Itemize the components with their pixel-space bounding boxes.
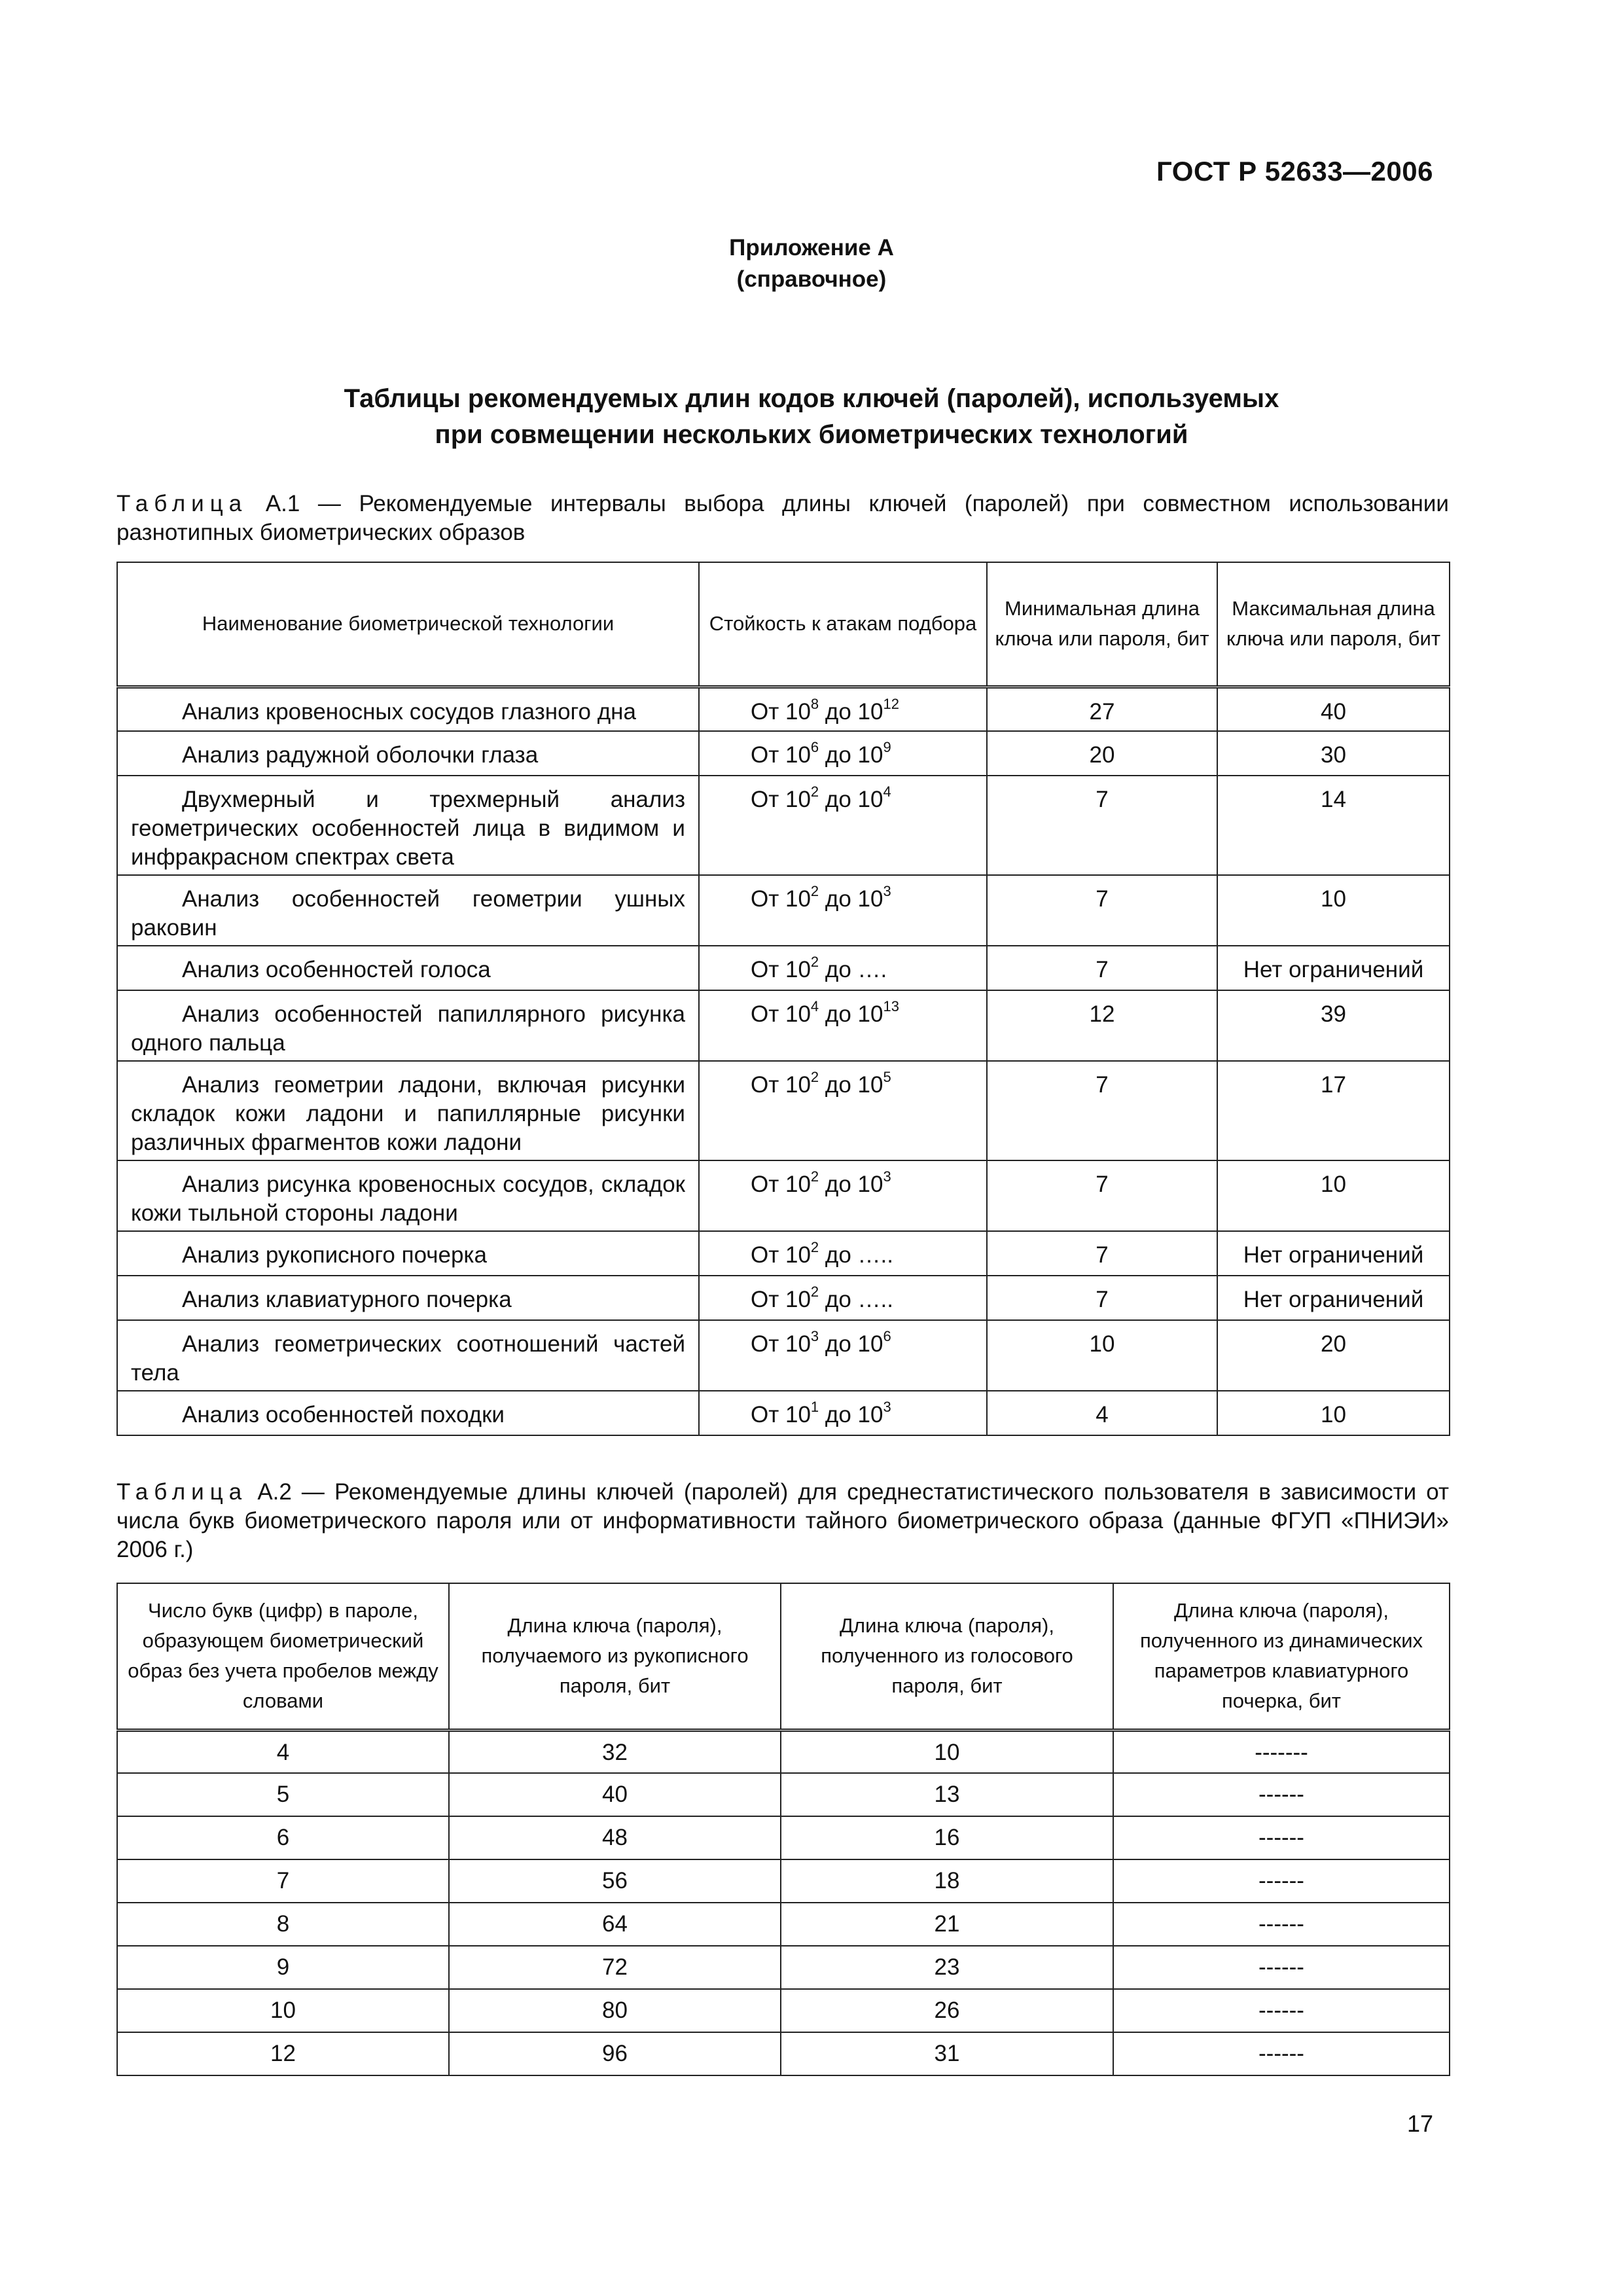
voice-key-length-cell: 26 (781, 1989, 1113, 2032)
table-row (117, 1061, 1450, 1160)
table-row (117, 1730, 1450, 1773)
handwritten-key-length-cell: 80 (449, 1989, 781, 2032)
resistance-cell (699, 1231, 987, 1276)
table-a2 (116, 1583, 1450, 2076)
technology-name-cell: Анализ кровеносных сосудов глазного дна (117, 687, 699, 731)
resistance-base: От 10 (751, 957, 811, 982)
min-length-cell: 4 (987, 1391, 1217, 1435)
handwritten-key-length-cell: 40 (449, 1773, 781, 1816)
resistance-exponent-from: 6 (810, 739, 819, 755)
table-a2-header-voice: Длина ключа (пароля), полученного из голосового пароля, бит (781, 1583, 1113, 1730)
table-row (117, 946, 1450, 990)
resistance-base: От 10 (751, 1072, 811, 1098)
table-a1-caption-text: А.1 — Рекомендуемые интервалы выбора длины ключей (паролей) при совместном использовании разнотипных биометрических образов (116, 491, 1449, 545)
table-row (117, 1391, 1450, 1435)
technology-name-cell: Анализ особенностей походки (117, 1391, 699, 1435)
resistance-exponent-from: 2 (810, 954, 819, 970)
resistance-exponent-to: 12 (883, 695, 899, 712)
resistance-exponent-from: 4 (810, 998, 819, 1014)
min-length-cell: 7 (987, 875, 1217, 946)
min-length-cell: 7 (987, 1231, 1217, 1276)
table-a2-header-keyboard: Длина ключа (пароля), полученного из динамических параметров клавиатурного почерка, бит (1113, 1583, 1450, 1730)
table-row (117, 776, 1450, 875)
max-length-cell: 10 (1217, 1391, 1450, 1435)
resistance-cell (699, 990, 987, 1061)
max-length-cell: 10 (1217, 1160, 1450, 1231)
max-length-cell: 14 (1217, 776, 1450, 875)
appendix-heading (0, 232, 1623, 295)
keyboard-key-length-cell: ------ (1113, 1903, 1450, 1946)
keyboard-key-length-cell: ------ (1113, 1859, 1450, 1903)
table-a1-header-resistance: Стойкость к атакам подбора (699, 562, 987, 687)
resistance-base: От 10 (751, 1402, 811, 1427)
table-row (117, 1231, 1450, 1276)
table-row (117, 1903, 1450, 1946)
max-length-cell: 40 (1217, 687, 1450, 731)
resistance-cell (699, 1160, 987, 1231)
resistance-range-to: до …. (819, 957, 887, 982)
resistance-range-to: до 10 (819, 1172, 883, 1197)
section-title-line-2: при совмещении нескольких биометрических технологий (435, 420, 1188, 449)
resistance-range-to: до ….. (819, 1287, 893, 1312)
min-length-cell: 7 (987, 1061, 1217, 1160)
voice-key-length-cell: 16 (781, 1816, 1113, 1859)
voice-key-length-cell: 10 (781, 1730, 1113, 1773)
resistance-exponent-from: 2 (810, 883, 819, 899)
table-a2-caption (116, 1478, 1449, 1564)
handwritten-key-length-cell: 64 (449, 1903, 781, 1946)
resistance-base: От 10 (751, 1172, 811, 1197)
technology-name-cell: Анализ радужной оболочки глаза (117, 731, 699, 776)
max-length-cell: 39 (1217, 990, 1450, 1061)
resistance-range-to: до ….. (819, 1242, 893, 1268)
section-title (0, 381, 1623, 453)
voice-key-length-cell: 13 (781, 1773, 1113, 1816)
min-length-cell: 7 (987, 946, 1217, 990)
resistance-cell (699, 1061, 987, 1160)
table-row (117, 990, 1450, 1061)
table-a2-header-letters: Число букв (цифр) в пароле, образующем биометрический образ без учета пробелов между словами (117, 1583, 449, 1730)
resistance-base: От 10 (751, 886, 811, 912)
technology-name-cell: Двухмерный и трехмерный анализ геометрических особенностей лица в видимом и инфракрасном спектрах света (117, 776, 699, 875)
voice-key-length-cell: 21 (781, 1903, 1113, 1946)
resistance-range-to: до 10 (819, 1331, 883, 1357)
table-row (117, 687, 1450, 731)
appendix-note: (справочное) (736, 266, 887, 292)
table-a1 (116, 562, 1450, 1436)
resistance-cell (699, 776, 987, 875)
table-a1-header-technology: Наименование биометрической технологии (117, 562, 699, 687)
min-length-cell: 7 (987, 776, 1217, 875)
min-length-cell: 7 (987, 1276, 1217, 1320)
technology-name-cell: Анализ особенностей папиллярного рисунка одного пальца (117, 990, 699, 1061)
resistance-cell (699, 1320, 987, 1391)
letters-count-cell: 8 (117, 1903, 449, 1946)
voice-key-length-cell: 18 (781, 1859, 1113, 1903)
resistance-exponent-from: 3 (810, 1328, 819, 1344)
table-row (117, 1160, 1450, 1231)
resistance-exponent-from: 8 (810, 695, 819, 712)
voice-key-length-cell: 31 (781, 2032, 1113, 2075)
table-row (117, 1276, 1450, 1320)
resistance-cell (699, 946, 987, 990)
max-length-cell: Нет ограничений (1217, 1231, 1450, 1276)
table-row (117, 1946, 1450, 1989)
table-row (117, 1859, 1450, 1903)
min-length-cell: 20 (987, 731, 1217, 776)
voice-key-length-cell: 23 (781, 1946, 1113, 1989)
min-length-cell: 10 (987, 1320, 1217, 1391)
table-row (117, 731, 1450, 776)
page-number: 17 (1406, 2110, 1433, 2137)
technology-name-cell: Анализ геометрии ладони, включая рисунки складок кожи ладони и папиллярные рисунки различных фрагментов кожи ладони (117, 1061, 699, 1160)
max-length-cell: 30 (1217, 731, 1450, 776)
table-a1-header-max-length: Максимальная длина ключа или пароля, бит (1217, 562, 1450, 687)
technology-name-cell: Анализ особенностей геометрии ушных раковин (117, 875, 699, 946)
table-a1-header-row (117, 562, 1450, 687)
table-row (117, 1989, 1450, 2032)
letters-count-cell: 4 (117, 1730, 449, 1773)
min-length-cell: 12 (987, 990, 1217, 1061)
resistance-range-to: до 10 (819, 1072, 883, 1098)
resistance-base: От 10 (751, 787, 811, 812)
technology-name-cell: Анализ клавиатурного почерка (117, 1276, 699, 1320)
table-a1-caption (116, 490, 1449, 547)
letters-count-cell: 6 (117, 1816, 449, 1859)
letters-count-cell: 10 (117, 1989, 449, 2032)
table-a2-caption-label: Таблица (116, 1479, 248, 1505)
resistance-exponent-to: 3 (883, 1399, 891, 1415)
resistance-cell (699, 1276, 987, 1320)
resistance-exponent-to: 4 (883, 783, 891, 800)
resistance-cell (699, 731, 987, 776)
resistance-base: От 10 (751, 1242, 811, 1268)
resistance-exponent-from: 2 (810, 783, 819, 800)
resistance-range-to: до 10 (819, 698, 883, 725)
resistance-range-to: до 10 (819, 787, 883, 812)
keyboard-key-length-cell: ------ (1113, 1946, 1450, 1989)
min-length-cell: 27 (987, 687, 1217, 731)
resistance-exponent-to: 9 (883, 739, 891, 755)
max-length-cell: 17 (1217, 1061, 1450, 1160)
resistance-exponent-from: 2 (810, 1239, 819, 1255)
table-a2-caption-text: А.2 — Рекомендуемые длины ключей (паролей) для среднестатистического пользователя в зависимости от числа букв биометрического пароля или от информативности тайного биометрического образа (данные ФГУП «ПНИЭИ» 2006 г.) (116, 1479, 1449, 1562)
letters-count-cell: 9 (117, 1946, 449, 1989)
resistance-cell (699, 1391, 987, 1435)
resistance-exponent-to: 5 (883, 1069, 891, 1085)
table-row (117, 1816, 1450, 1859)
resistance-base: От 10 (751, 698, 811, 725)
handwritten-key-length-cell: 56 (449, 1859, 781, 1903)
table-a2-header-row (117, 1583, 1450, 1730)
resistance-cell (699, 687, 987, 731)
resistance-base: От 10 (751, 742, 811, 768)
resistance-range-to: до 10 (819, 1001, 883, 1027)
resistance-exponent-from: 1 (810, 1399, 819, 1415)
max-length-cell: 10 (1217, 875, 1450, 946)
resistance-base: От 10 (751, 1331, 811, 1357)
resistance-range-to: до 10 (819, 886, 883, 912)
resistance-base: От 10 (751, 1001, 811, 1027)
resistance-exponent-to: 13 (883, 998, 899, 1014)
max-length-cell: Нет ограничений (1217, 946, 1450, 990)
table-row (117, 875, 1450, 946)
document-code: ГОСТ Р 52633—2006 (1156, 156, 1433, 187)
resistance-cell (699, 875, 987, 946)
handwritten-key-length-cell: 32 (449, 1730, 781, 1773)
letters-count-cell: 5 (117, 1773, 449, 1816)
resistance-exponent-to: 6 (883, 1328, 891, 1344)
keyboard-key-length-cell: ------ (1113, 2032, 1450, 2075)
table-a2-header-handwritten: Длина ключа (пароля), получаемого из рукописного пароля, бит (449, 1583, 781, 1730)
handwritten-key-length-cell: 72 (449, 1946, 781, 1989)
max-length-cell: Нет ограничений (1217, 1276, 1450, 1320)
resistance-range-to: до 10 (819, 1402, 883, 1427)
keyboard-key-length-cell: ------ (1113, 1816, 1450, 1859)
keyboard-key-length-cell: ------ (1113, 1989, 1450, 2032)
technology-name-cell: Анализ геометрических соотношений частей тела (117, 1320, 699, 1391)
technology-name-cell: Анализ рукописного почерка (117, 1231, 699, 1276)
resistance-exponent-from: 2 (810, 1069, 819, 1085)
keyboard-key-length-cell: ------- (1113, 1730, 1450, 1773)
technology-name-cell: Анализ особенностей голоса (117, 946, 699, 990)
min-length-cell: 7 (987, 1160, 1217, 1231)
table-a1-header-min-length: Минимальная длина ключа или пароля, бит (987, 562, 1217, 687)
max-length-cell: 20 (1217, 1320, 1450, 1391)
technology-name-cell: Анализ рисунка кровеносных сосудов, складок кожи тыльной стороны ладони (117, 1160, 699, 1231)
section-title-line-1: Таблицы рекомендуемых длин кодов ключей (паролей), используемых (344, 384, 1279, 413)
resistance-exponent-from: 2 (810, 1168, 819, 1185)
table-row (117, 1773, 1450, 1816)
resistance-exponent-to: 3 (883, 1168, 891, 1185)
resistance-base: От 10 (751, 1287, 811, 1312)
table-a1-caption-label: Таблица (116, 491, 248, 516)
appendix-title: Приложение А (729, 235, 894, 260)
handwritten-key-length-cell: 96 (449, 2032, 781, 2075)
resistance-exponent-to: 3 (883, 883, 891, 899)
resistance-exponent-from: 2 (810, 1283, 819, 1300)
letters-count-cell: 7 (117, 1859, 449, 1903)
table-row (117, 1320, 1450, 1391)
table-row (117, 2032, 1450, 2075)
keyboard-key-length-cell: ------ (1113, 1773, 1450, 1816)
letters-count-cell: 12 (117, 2032, 449, 2075)
resistance-range-to: до 10 (819, 742, 883, 768)
handwritten-key-length-cell: 48 (449, 1816, 781, 1859)
